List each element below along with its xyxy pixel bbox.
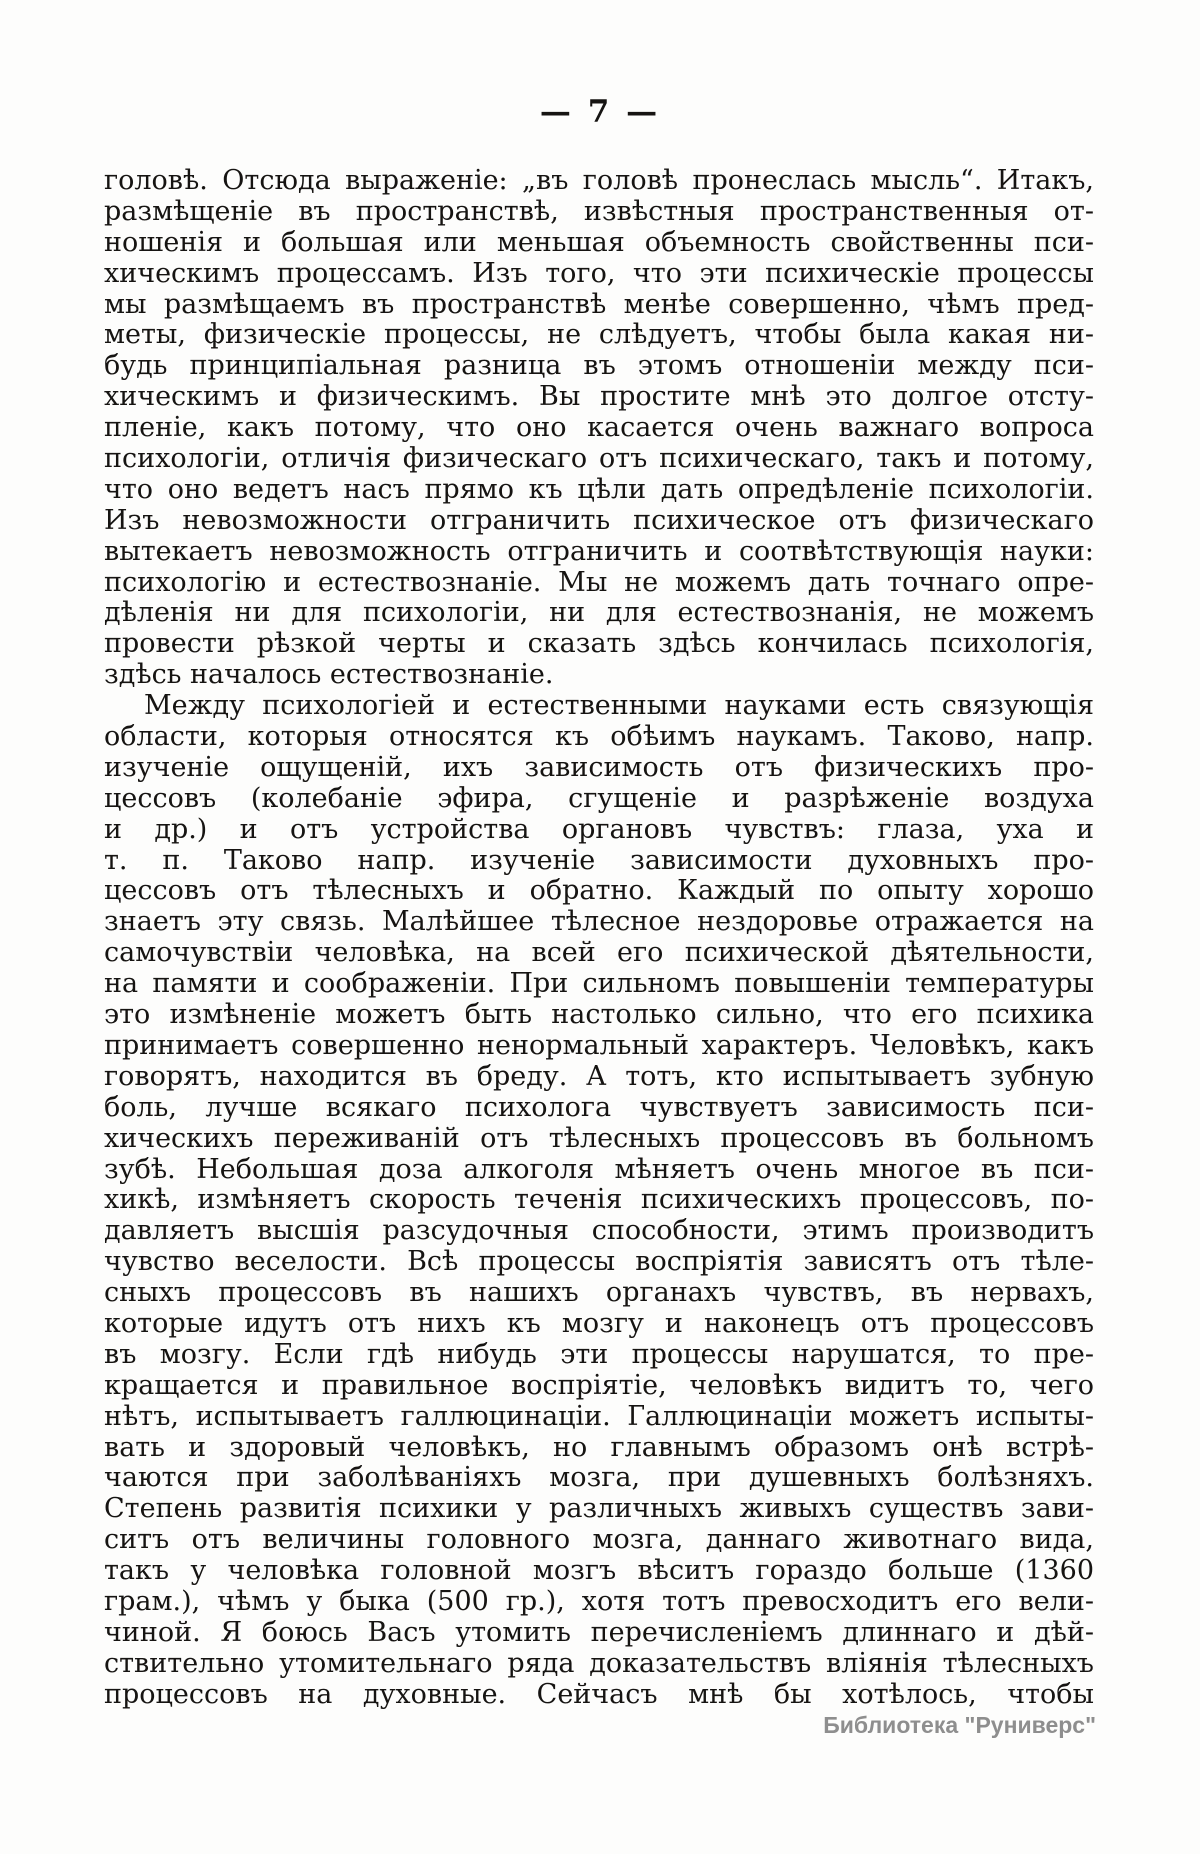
- text-line: чаются при заболѣваніяхъ мозга, при душевныхъ болѣзняхъ.: [104, 1462, 1094, 1494]
- text-line: цессовъ (колебаніе эфира, сгущеніе и разрѣженіе воздуха: [104, 782, 1094, 814]
- text-line: чувство веселости. Всѣ процессы воспріятія зависятъ отъ тѣле-: [104, 1246, 1094, 1278]
- text-line: Между психологіей и естественными науками есть связующія: [144, 690, 1094, 722]
- text-line: дѣленія ни для психологіи, ни для естествознанія, не можемъ: [104, 597, 1094, 629]
- text-line: меты, физическіе процессы, не слѣдуетъ, чтобы была какая ни-: [104, 319, 1094, 351]
- text-line: въ мозгу. Если гдѣ нибудь эти процессы нарушатся, то пре-: [104, 1338, 1094, 1370]
- text-line: самочувствіи человѣка, на всей его психической дѣятельности,: [104, 937, 1094, 969]
- text-line: хикѣ, измѣняетъ скорость теченія психическихъ процессовъ, по-: [104, 1184, 1094, 1216]
- text-line: мы размѣщаемъ въ пространствѣ менѣе совершенно, чѣмъ пред-: [104, 288, 1094, 320]
- text-line: чиной. Я боюсь Васъ утомить перечисленіемъ длиннаго и дѣй-: [104, 1616, 1094, 1648]
- text-line: Изъ невозможности отграничить психическое отъ физическаго: [104, 504, 1094, 536]
- text-line: это измѣненіе можетъ быть настолько сильно, что его психика: [104, 999, 1094, 1031]
- text-line: хическимъ и физическимъ. Вы простите мнѣ это долгое отсту-: [104, 381, 1094, 413]
- text-line: головѣ. Отсюда выраженіе: „въ головѣ пронеслась мысль“. Итакъ,: [104, 165, 1094, 196]
- text-line: хическимъ процессамъ. Изъ того, что эти психическіе процессы: [104, 257, 1094, 289]
- text-line: ношенія и большая или меньшая объемность свойственны пси-: [104, 226, 1094, 258]
- text-line: т. п. Таково напр. изученіе зависимости духовныхъ про-: [104, 844, 1094, 876]
- text-line: такъ у человѣка головной мозгъ вѣситъ гораздо больше (1360: [104, 1555, 1094, 1587]
- body-text: [104, 166, 1094, 1711]
- text-line: давляетъ высшія разсудочныя способности, этимъ производитъ: [104, 1215, 1094, 1247]
- text-line: психологіи, отличія физическаго отъ психическаго, такъ и потому,: [104, 443, 1094, 475]
- text-line: нѣтъ, испытываетъ галлюцинаціи. Галлюцинаціи можетъ испыты-: [104, 1400, 1094, 1432]
- text-line: принимаетъ совершенно ненормальный характеръ. Человѣкъ, какъ: [104, 1029, 1094, 1061]
- text-line: на памяти и соображеніи. При сильномъ повышеніи температуры: [104, 968, 1094, 1000]
- text-line: и др.) и отъ устройства органовъ чувствъ: глаза, уха и: [104, 813, 1094, 845]
- text-line: грам.), чѣмъ у быка (500 гр.), хотя тотъ превосходитъ его вели-: [104, 1585, 1094, 1617]
- text-line: говорятъ, находится въ бреду. А тотъ, кто испытываетъ зубную: [104, 1060, 1094, 1092]
- text-line: кращается и правильное воспріятіе, человѣкъ видитъ то, чего: [104, 1369, 1094, 1401]
- text-line: пленіе, какъ потому, что оно касается очень важнаго вопроса: [104, 412, 1094, 444]
- text-line: ситъ отъ величины головного мозга, даннаго животнаго вида,: [104, 1524, 1094, 1556]
- text-line: зубѣ. Небольшая доза алкоголя мѣняетъ очень многое въ пси-: [104, 1153, 1094, 1185]
- text-line: ствительно утомительнаго ряда доказательствъ вліянія тѣлесныхъ: [104, 1647, 1094, 1679]
- text-line: здѣсь началось естествознаніе.: [104, 659, 554, 691]
- text-line: будь принципіальная разница въ этомъ отношеніи между пси-: [104, 350, 1094, 382]
- text-line: знаетъ эту связь. Малѣйшее тѣлесное нездоровье отражается на: [104, 906, 1094, 938]
- text-line: Степень развитія психики у различныхъ живыхъ существъ зави-: [104, 1493, 1094, 1525]
- text-line: которые идутъ отъ нихъ къ мозгу и наконецъ отъ процессовъ: [104, 1307, 1094, 1339]
- page-number: — 7 —: [539, 94, 661, 130]
- text-line: вытекаетъ невозможность отграничить и соотвѣтствующія науки:: [104, 535, 1094, 567]
- text-line: провести рѣзкой черты и сказать здѣсь кончилась психологія,: [104, 628, 1094, 660]
- text-line: размѣщеніе въ пространствѣ, извѣстныя пространственныя от-: [104, 195, 1094, 227]
- text-line: вать и здоровый человѣкъ, но главнымъ образомъ онѣ встрѣ-: [104, 1431, 1094, 1463]
- text-line: цессовъ отъ тѣлесныхъ и обратно. Каждый по опыту хорошо: [104, 875, 1094, 907]
- text-line: что оно ведетъ насъ прямо къ цѣли дать опредѣленіе психологіи.: [104, 473, 1094, 505]
- text-line: сныхъ процессовъ въ нашихъ органахъ чувствъ, въ нервахъ,: [104, 1277, 1094, 1309]
- text-line: изученіе ощущеній, ихъ зависимость отъ физическихъ про-: [104, 751, 1094, 783]
- library-watermark: Библиотека "Руниверс": [823, 1712, 1096, 1738]
- text-line: процессовъ на духовные. Сейчасъ мнѣ бы хотѣлось, чтобы: [104, 1678, 1094, 1710]
- text-line: боль, лучше всякаго психолога чувствуетъ зависимость пси-: [104, 1091, 1094, 1123]
- text-line: психологію и естествознаніе. Мы не можемъ дать точнаго опре-: [104, 566, 1094, 598]
- text-line: хическихъ переживаній отъ тѣлесныхъ процессовъ въ больномъ: [104, 1122, 1094, 1154]
- text-line: области, которыя относятся къ обѣимъ наукамъ. Таково, напр.: [104, 721, 1094, 753]
